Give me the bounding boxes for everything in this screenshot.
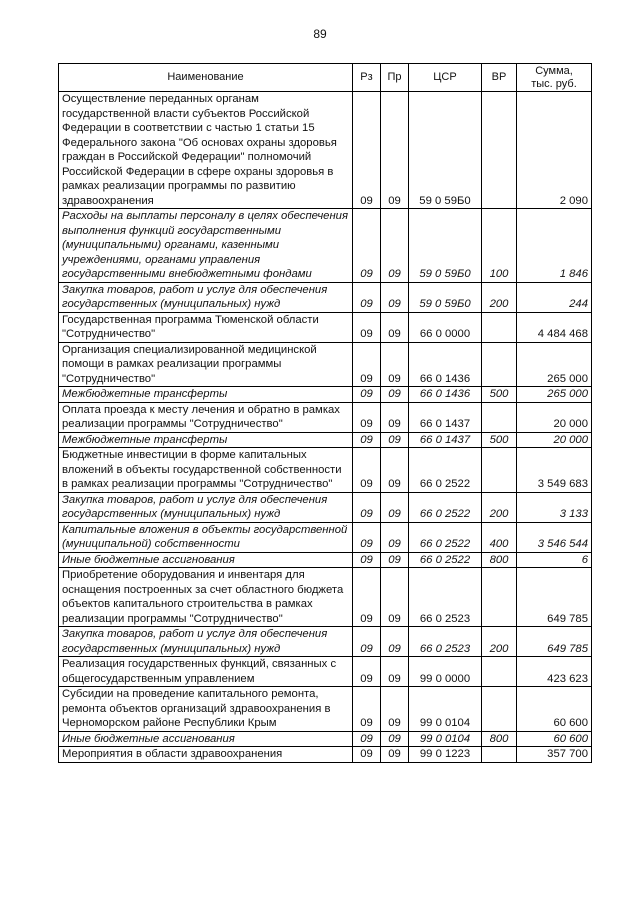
row-csr: 66 0 1437 bbox=[409, 402, 482, 432]
row-vr bbox=[482, 342, 517, 387]
row-name: Межбюджетные трансферты bbox=[59, 432, 353, 448]
table-header-row bbox=[59, 64, 592, 92]
row-pr: 09 bbox=[381, 657, 409, 687]
row-sum: 6 bbox=[517, 552, 592, 568]
row-vr bbox=[482, 687, 517, 732]
row-rz: 09 bbox=[353, 448, 381, 493]
row-pr: 09 bbox=[381, 402, 409, 432]
table-row bbox=[59, 492, 592, 522]
row-pr: 09 bbox=[381, 522, 409, 552]
row-vr: 800 bbox=[482, 731, 517, 747]
header-sum-line1: Сумма, bbox=[535, 64, 573, 77]
row-pr: 09 bbox=[381, 209, 409, 283]
row-sum: 1 846 bbox=[517, 209, 592, 283]
row-pr: 09 bbox=[381, 568, 409, 627]
table-row bbox=[59, 627, 592, 657]
table-row bbox=[59, 522, 592, 552]
row-name: Иные бюджетные ассигнования bbox=[59, 731, 353, 747]
row-name: Капитальные вложения в объекты государственной (муниципальной) собственности bbox=[59, 522, 353, 552]
row-rz: 09 bbox=[353, 687, 381, 732]
row-vr: 200 bbox=[482, 492, 517, 522]
row-csr: 66 0 1437 bbox=[409, 432, 482, 448]
header-csr: ЦСР bbox=[409, 64, 482, 92]
row-csr: 59 0 59Б0 bbox=[409, 209, 482, 283]
row-pr: 09 bbox=[381, 687, 409, 732]
row-vr: 100 bbox=[482, 209, 517, 283]
row-pr: 09 bbox=[381, 282, 409, 312]
row-rz: 09 bbox=[353, 312, 381, 342]
row-vr bbox=[482, 402, 517, 432]
row-csr: 66 0 2523 bbox=[409, 627, 482, 657]
table-row bbox=[59, 402, 592, 432]
row-csr: 99 0 0104 bbox=[409, 687, 482, 732]
row-vr bbox=[482, 312, 517, 342]
row-name: Закупка товаров, работ и услуг для обеспечения государственных (муниципальных) нужд bbox=[59, 282, 353, 312]
table-row bbox=[59, 747, 592, 763]
row-vr bbox=[482, 747, 517, 763]
table-row bbox=[59, 568, 592, 627]
row-csr: 59 0 59Б0 bbox=[409, 282, 482, 312]
header-vr: ВР bbox=[482, 64, 517, 92]
header-sum-line2: тыс. руб. bbox=[531, 77, 577, 90]
table-row bbox=[59, 312, 592, 342]
table-row bbox=[59, 657, 592, 687]
row-vr: 800 bbox=[482, 552, 517, 568]
row-name: Оплата проезда к месту лечения и обратно в рамках реализации программы "Сотрудничество" bbox=[59, 402, 353, 432]
row-vr: 500 bbox=[482, 387, 517, 403]
table-row bbox=[59, 342, 592, 387]
row-sum: 20 000 bbox=[517, 402, 592, 432]
row-rz: 09 bbox=[353, 731, 381, 747]
header-name: Наименование bbox=[59, 64, 353, 92]
row-name: Расходы на выплаты персоналу в целях обеспечения выполнения функций государственными (муниципальными) органами, казенными учреждениями, органами управления государственными внебюджетными фондами bbox=[59, 209, 353, 283]
row-sum: 649 785 bbox=[517, 568, 592, 627]
row-pr: 09 bbox=[381, 342, 409, 387]
row-pr: 09 bbox=[381, 312, 409, 342]
row-sum: 3 546 544 bbox=[517, 522, 592, 552]
row-pr: 09 bbox=[381, 747, 409, 763]
row-rz: 09 bbox=[353, 432, 381, 448]
row-vr: 200 bbox=[482, 627, 517, 657]
table-row bbox=[59, 92, 592, 209]
row-rz: 09 bbox=[353, 747, 381, 763]
page-number: 89 bbox=[313, 27, 327, 41]
row-rz: 09 bbox=[353, 657, 381, 687]
row-csr: 66 0 1436 bbox=[409, 387, 482, 403]
row-csr: 99 0 0104 bbox=[409, 731, 482, 747]
row-sum: 649 785 bbox=[517, 627, 592, 657]
table-row bbox=[59, 731, 592, 747]
row-csr: 66 0 2522 bbox=[409, 552, 482, 568]
row-sum: 357 700 bbox=[517, 747, 592, 763]
row-pr: 09 bbox=[381, 448, 409, 493]
row-sum: 60 600 bbox=[517, 731, 592, 747]
row-vr: 400 bbox=[482, 522, 517, 552]
row-sum: 60 600 bbox=[517, 687, 592, 732]
header-sum bbox=[517, 64, 592, 92]
row-vr bbox=[482, 568, 517, 627]
row-name: Иные бюджетные ассигнования bbox=[59, 552, 353, 568]
row-csr: 66 0 2522 bbox=[409, 448, 482, 493]
row-vr bbox=[482, 448, 517, 493]
row-sum: 265 000 bbox=[517, 342, 592, 387]
row-csr: 99 0 0000 bbox=[409, 657, 482, 687]
table-row bbox=[59, 448, 592, 493]
row-rz: 09 bbox=[353, 282, 381, 312]
row-sum: 3 133 bbox=[517, 492, 592, 522]
row-sum: 4 484 468 bbox=[517, 312, 592, 342]
row-csr: 66 0 1436 bbox=[409, 342, 482, 387]
row-name: Реализация государственных функций, связанных с общегосударственным управлением bbox=[59, 657, 353, 687]
row-csr: 99 0 1223 bbox=[409, 747, 482, 763]
table-row bbox=[59, 282, 592, 312]
row-name: Осуществление переданных органам государственной власти субъектов Российской Федерации в соответствии с частью 1 статьи 15 Федерального закона "Об основах охраны здоровья граждан в Российской Федерации" полномочий Российской Федерации в сфере охраны здоровья в рамках реализации программы по развитию здравоохранения bbox=[59, 92, 353, 209]
row-rz: 09 bbox=[353, 402, 381, 432]
row-name: Государственная программа Тюменской области "Сотрудничество" bbox=[59, 312, 353, 342]
row-rz: 09 bbox=[353, 522, 381, 552]
row-name: Мероприятия в области здравоохранения bbox=[59, 747, 353, 763]
row-csr: 66 0 0000 bbox=[409, 312, 482, 342]
row-rz: 09 bbox=[353, 627, 381, 657]
table-row bbox=[59, 209, 592, 283]
row-sum: 20 000 bbox=[517, 432, 592, 448]
row-sum: 3 549 683 bbox=[517, 448, 592, 493]
row-pr: 09 bbox=[381, 731, 409, 747]
row-sum: 423 623 bbox=[517, 657, 592, 687]
row-sum: 244 bbox=[517, 282, 592, 312]
row-pr: 09 bbox=[381, 432, 409, 448]
row-rz: 09 bbox=[353, 568, 381, 627]
row-vr bbox=[482, 657, 517, 687]
row-name: Межбюджетные трансферты bbox=[59, 387, 353, 403]
row-vr: 500 bbox=[482, 432, 517, 448]
row-pr: 09 bbox=[381, 552, 409, 568]
row-rz: 09 bbox=[353, 342, 381, 387]
row-csr: 59 0 59Б0 bbox=[409, 92, 482, 209]
row-rz: 09 bbox=[353, 209, 381, 283]
table-row bbox=[59, 432, 592, 448]
row-sum: 2 090 bbox=[517, 92, 592, 209]
row-name: Субсидии на проведение капитального ремонта, ремонта объектов организаций здравоохранения в Черноморском районе Республики Крым bbox=[59, 687, 353, 732]
row-name: Закупка товаров, работ и услуг для обеспечения государственных (муниципальных) нужд bbox=[59, 627, 353, 657]
row-pr: 09 bbox=[381, 387, 409, 403]
row-rz: 09 bbox=[353, 387, 381, 403]
row-name: Приобретение оборудования и инвентаря для оснащения построенных за счет областного бюджета объектов капитального строительства в рамках реализации программы "Сотрудничество" bbox=[59, 568, 353, 627]
row-rz: 09 bbox=[353, 92, 381, 209]
row-pr: 09 bbox=[381, 492, 409, 522]
row-pr: 09 bbox=[381, 92, 409, 209]
row-pr: 09 bbox=[381, 627, 409, 657]
row-csr: 66 0 2523 bbox=[409, 568, 482, 627]
row-vr bbox=[482, 92, 517, 209]
table-row bbox=[59, 687, 592, 732]
row-rz: 09 bbox=[353, 552, 381, 568]
row-rz: 09 bbox=[353, 492, 381, 522]
row-name: Закупка товаров, работ и услуг для обеспечения государственных (муниципальных) нужд bbox=[59, 492, 353, 522]
row-csr: 66 0 2522 bbox=[409, 522, 482, 552]
row-csr: 66 0 2522 bbox=[409, 492, 482, 522]
table-row bbox=[59, 387, 592, 403]
budget-table bbox=[58, 63, 592, 763]
header-rz: Рз bbox=[353, 64, 381, 92]
row-sum: 265 000 bbox=[517, 387, 592, 403]
row-name: Организация специализированной медицинской помощи в рамках реализации программы "Сотрудничество" bbox=[59, 342, 353, 387]
row-vr: 200 bbox=[482, 282, 517, 312]
header-pr: Пр bbox=[381, 64, 409, 92]
row-name: Бюджетные инвестиции в форме капитальных вложений в объекты государственной собственности в рамках реализации программы "Сотрудничество" bbox=[59, 448, 353, 493]
table-row bbox=[59, 552, 592, 568]
